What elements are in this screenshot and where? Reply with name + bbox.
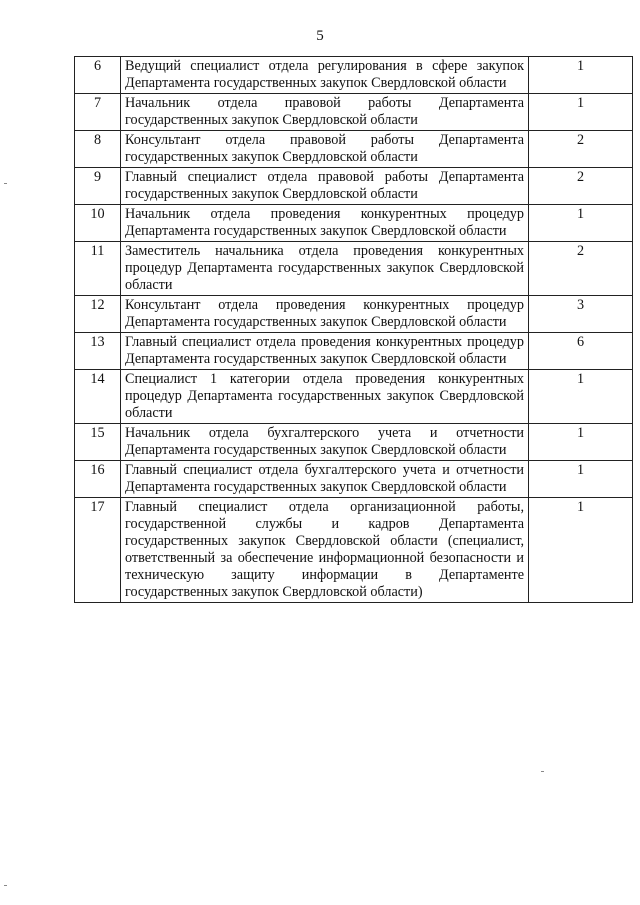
table-row <box>75 242 633 296</box>
staff-positions-table <box>74 56 633 603</box>
position-count: 1 <box>529 57 633 94</box>
row-number: 11 <box>75 242 121 296</box>
table-row <box>75 131 633 168</box>
position-title: Специалист 1 категории отдела проведения конкурентных процедур Департамента государственных закупок Свердловской области <box>121 370 529 424</box>
position-title: Начальник отдела бухгалтерского учета и отчетности Департамента государственных закупок Свердловской области <box>121 424 529 461</box>
position-title: Начальник отдела проведения конкурентных процедур Департамента государственных закупок Свердловской области <box>121 205 529 242</box>
position-count: 1 <box>529 498 633 603</box>
scan-speck <box>4 885 7 886</box>
table-row <box>75 461 633 498</box>
table-row <box>75 424 633 461</box>
row-number: 10 <box>75 205 121 242</box>
position-count: 2 <box>529 131 633 168</box>
table-row <box>75 333 633 370</box>
position-title: Главный специалист отдела организационной работы, государственной службы и кадров Департамента государственных закупок Свердловской области (специалист, ответственный за обеспечение информационной безопасности и техническую защиту информации в Департаменте государственных закупок Свердловской области) <box>121 498 529 603</box>
position-title: Консультант отдела правовой работы Департамента государственных закупок Свердловской области <box>121 131 529 168</box>
page-number: 5 <box>316 28 324 44</box>
row-number: 9 <box>75 168 121 205</box>
row-number: 7 <box>75 94 121 131</box>
table-row <box>75 168 633 205</box>
row-number: 15 <box>75 424 121 461</box>
position-count: 1 <box>529 205 633 242</box>
table-row <box>75 498 633 603</box>
position-count: 1 <box>529 461 633 498</box>
scan-speck <box>4 183 7 184</box>
row-number: 17 <box>75 498 121 603</box>
position-title: Ведущий специалист отдела регулирования в сфере закупок Департамента государственных закупок Свердловской области <box>121 57 529 94</box>
scan-speck <box>541 771 544 772</box>
position-count: 2 <box>529 168 633 205</box>
row-number: 16 <box>75 461 121 498</box>
position-count: 1 <box>529 424 633 461</box>
position-count: 1 <box>529 370 633 424</box>
table-row <box>75 370 633 424</box>
position-count: 6 <box>529 333 633 370</box>
row-number: 12 <box>75 296 121 333</box>
table-row <box>75 57 633 94</box>
table-row <box>75 296 633 333</box>
table-row <box>75 94 633 131</box>
position-title: Начальник отдела правовой работы Департамента государственных закупок Свердловской области <box>121 94 529 131</box>
row-number: 6 <box>75 57 121 94</box>
row-number: 8 <box>75 131 121 168</box>
position-title: Главный специалист отдела правовой работы Департамента государственных закупок Свердловской области <box>121 168 529 205</box>
position-count: 3 <box>529 296 633 333</box>
row-number: 13 <box>75 333 121 370</box>
row-number: 14 <box>75 370 121 424</box>
position-count: 2 <box>529 242 633 296</box>
position-title: Главный специалист отдела бухгалтерского учета и отчетности Департамента государственных закупок Свердловской области <box>121 461 529 498</box>
position-count: 1 <box>529 94 633 131</box>
position-title: Заместитель начальника отдела проведения конкурентных процедур Департамента государственных закупок Свердловской области <box>121 242 529 296</box>
position-title: Консультант отдела проведения конкурентных процедур Департамента государственных закупок Свердловской области <box>121 296 529 333</box>
table-row <box>75 205 633 242</box>
position-title: Главный специалист отдела проведения конкурентных процедур Департамента государственных закупок Свердловской области <box>121 333 529 370</box>
